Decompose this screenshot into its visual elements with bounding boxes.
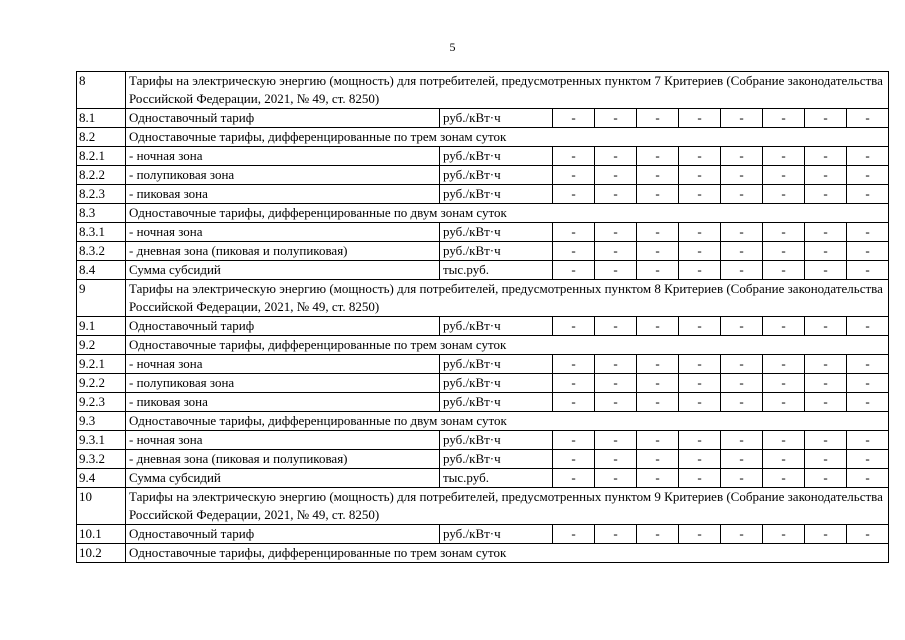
value-cell: - [721,109,763,128]
table-row [77,242,889,261]
row-number: 8 [77,72,126,109]
section-title: Тарифы на электрическую энергию (мощность) для потребителей, предусмотренных пунктом 9 Критериев (Собрание законодательства Российской Федерации, 2021, № 49, ст. 8250) [126,488,889,525]
value-cell: - [721,166,763,185]
value-cell: - [721,450,763,469]
value-cell: - [763,166,805,185]
row-number: 9 [77,280,126,317]
subsection-row [77,336,889,355]
unit-cell: тыс.руб. [440,261,553,280]
value-cell: - [721,147,763,166]
value-cell: - [553,355,595,374]
unit-cell: тыс.руб. [440,469,553,488]
value-cell: - [847,109,889,128]
value-cell: - [721,525,763,544]
page-number: 5 [449,40,456,54]
row-label: - ночная зона [126,147,440,166]
value-cell: - [679,223,721,242]
value-cell: - [637,317,679,336]
value-cell: - [763,525,805,544]
row-number: 9.4 [77,469,126,488]
value-cell: - [553,317,595,336]
value-cell: - [721,431,763,450]
value-cell: - [679,166,721,185]
value-cell: - [763,374,805,393]
subsection-title: Одноставочные тарифы, дифференцированные по двум зонам суток [126,204,889,223]
unit-cell: руб./кВт·ч [440,450,553,469]
table-row [77,431,889,450]
value-cell: - [553,185,595,204]
row-number: 8.2.2 [77,166,126,185]
table-row [77,393,889,412]
value-cell: - [679,147,721,166]
value-cell: - [763,242,805,261]
value-cell: - [805,223,847,242]
row-number: 9.3.2 [77,450,126,469]
value-cell: - [679,469,721,488]
table-row [77,109,889,128]
value-cell: - [595,374,637,393]
value-cell: - [553,109,595,128]
row-label: - полупиковая зона [126,166,440,185]
value-cell: - [805,469,847,488]
value-cell: - [805,166,847,185]
row-number: 8.1 [77,109,126,128]
value-cell: - [637,450,679,469]
value-cell: - [805,261,847,280]
unit-cell: руб./кВт·ч [440,109,553,128]
value-cell: - [847,147,889,166]
value-cell: - [553,431,595,450]
unit-cell: руб./кВт·ч [440,431,553,450]
row-label: - пиковая зона [126,185,440,204]
table-row [77,166,889,185]
value-cell: - [553,374,595,393]
value-cell: - [679,242,721,261]
value-cell: - [637,525,679,544]
value-cell: - [805,242,847,261]
unit-cell: руб./кВт·ч [440,166,553,185]
value-cell: - [595,185,637,204]
value-cell: - [763,450,805,469]
unit-cell: руб./кВт·ч [440,374,553,393]
value-cell: - [679,185,721,204]
value-cell: - [637,355,679,374]
row-label: Одноставочный тариф [126,317,440,336]
value-cell: - [553,393,595,412]
row-number: 8.2.3 [77,185,126,204]
row-label: - дневная зона (пиковая и полупиковая) [126,242,440,261]
value-cell: - [637,242,679,261]
value-cell: - [595,109,637,128]
table-row [77,374,889,393]
value-cell: - [595,393,637,412]
value-cell: - [595,242,637,261]
table-row [77,261,889,280]
value-cell: - [721,223,763,242]
value-cell: - [721,242,763,261]
section-row [77,488,889,525]
subsection-title: Одноставочные тарифы, дифференцированные по трем зонам суток [126,544,889,563]
value-cell: - [637,185,679,204]
value-cell: - [553,525,595,544]
table-row [77,450,889,469]
value-cell: - [763,223,805,242]
value-cell: - [595,261,637,280]
row-number: 9.3.1 [77,431,126,450]
value-cell: - [595,525,637,544]
row-label: - пиковая зона [126,393,440,412]
row-label: Сумма субсидий [126,261,440,280]
table-row [77,355,889,374]
row-label: Сумма субсидий [126,469,440,488]
value-cell: - [595,166,637,185]
value-cell: - [553,166,595,185]
value-cell: - [847,185,889,204]
row-number: 9.2.1 [77,355,126,374]
value-cell: - [805,374,847,393]
unit-cell: руб./кВт·ч [440,317,553,336]
subsection-title: Одноставочные тарифы, дифференцированные по двум зонам суток [126,412,889,431]
value-cell: - [847,242,889,261]
row-label: Одноставочный тариф [126,109,440,128]
value-cell: - [805,317,847,336]
subsection-title: Одноставочные тарифы, дифференцированные по трем зонам суток [126,128,889,147]
section-row [77,72,889,109]
unit-cell: руб./кВт·ч [440,242,553,261]
unit-cell: руб./кВт·ч [440,393,553,412]
row-number: 8.3.1 [77,223,126,242]
value-cell: - [763,469,805,488]
value-cell: - [847,166,889,185]
value-cell: - [805,185,847,204]
subsection-row [77,128,889,147]
value-cell: - [595,317,637,336]
value-cell: - [721,355,763,374]
value-cell: - [595,147,637,166]
value-cell: - [721,317,763,336]
value-cell: - [595,355,637,374]
value-cell: - [847,261,889,280]
section-title: Тарифы на электрическую энергию (мощность) для потребителей, предусмотренных пунктом 7 Критериев (Собрание законодательства Российской Федерации, 2021, № 49, ст. 8250) [126,72,889,109]
value-cell: - [763,393,805,412]
value-cell: - [721,185,763,204]
row-number: 9.3 [77,412,126,431]
value-cell: - [553,223,595,242]
value-cell: - [721,261,763,280]
value-cell: - [637,469,679,488]
row-number: 8.2 [77,128,126,147]
row-label: - ночная зона [126,355,440,374]
value-cell: - [847,525,889,544]
value-cell: - [637,166,679,185]
subsection-title: Одноставочные тарифы, дифференцированные по трем зонам суток [126,336,889,355]
value-cell: - [847,393,889,412]
section-row [77,280,889,317]
value-cell: - [637,109,679,128]
value-cell: - [679,261,721,280]
subsection-row [77,204,889,223]
value-cell: - [637,147,679,166]
value-cell: - [805,109,847,128]
value-cell: - [763,355,805,374]
table-row [77,469,889,488]
row-label: - дневная зона (пиковая и полупиковая) [126,450,440,469]
row-label: Одноставочный тариф [126,525,440,544]
value-cell: - [637,223,679,242]
value-cell: - [805,147,847,166]
value-cell: - [637,431,679,450]
value-cell: - [637,261,679,280]
value-cell: - [763,261,805,280]
value-cell: - [847,374,889,393]
value-cell: - [847,223,889,242]
value-cell: - [679,374,721,393]
value-cell: - [721,374,763,393]
row-label: - ночная зона [126,223,440,242]
value-cell: - [763,109,805,128]
value-cell: - [805,450,847,469]
value-cell: - [763,317,805,336]
subsection-row [77,544,889,563]
value-cell: - [595,450,637,469]
unit-cell: руб./кВт·ч [440,147,553,166]
value-cell: - [595,431,637,450]
value-cell: - [805,431,847,450]
unit-cell: руб./кВт·ч [440,223,553,242]
row-number: 9.2.2 [77,374,126,393]
value-cell: - [847,450,889,469]
value-cell: - [847,317,889,336]
value-cell: - [847,431,889,450]
value-cell: - [721,393,763,412]
value-cell: - [637,374,679,393]
section-title: Тарифы на электрическую энергию (мощность) для потребителей, предусмотренных пунктом 8 Критериев (Собрание законодательства Российской Федерации, 2021, № 49, ст. 8250) [126,280,889,317]
value-cell: - [721,469,763,488]
value-cell: - [553,261,595,280]
value-cell: - [679,393,721,412]
value-cell: - [595,469,637,488]
value-cell: - [637,393,679,412]
unit-cell: руб./кВт·ч [440,355,553,374]
row-number: 8.3.2 [77,242,126,261]
value-cell: - [679,525,721,544]
value-cell: - [679,109,721,128]
row-number: 8.2.1 [77,147,126,166]
row-number: 8.4 [77,261,126,280]
value-cell: - [679,431,721,450]
row-number: 10.1 [77,525,126,544]
value-cell: - [679,317,721,336]
row-number: 10.2 [77,544,126,563]
row-label: - ночная зона [126,431,440,450]
row-number: 10 [77,488,126,525]
row-number: 9.1 [77,317,126,336]
unit-cell: руб./кВт·ч [440,185,553,204]
tariff-table [76,71,889,563]
row-number: 9.2 [77,336,126,355]
value-cell: - [847,469,889,488]
value-cell: - [595,223,637,242]
value-cell: - [553,242,595,261]
value-cell: - [763,431,805,450]
row-number: 8.3 [77,204,126,223]
table-row [77,317,889,336]
value-cell: - [763,185,805,204]
value-cell: - [679,450,721,469]
table-row [77,223,889,242]
subsection-row [77,412,889,431]
table-row [77,147,889,166]
unit-cell: руб./кВт·ч [440,525,553,544]
value-cell: - [553,147,595,166]
value-cell: - [847,355,889,374]
value-cell: - [553,450,595,469]
value-cell: - [679,355,721,374]
row-number: 9.2.3 [77,393,126,412]
value-cell: - [805,525,847,544]
table-row [77,185,889,204]
value-cell: - [763,147,805,166]
value-cell: - [805,355,847,374]
value-cell: - [553,469,595,488]
row-label: - полупиковая зона [126,374,440,393]
table-row [77,525,889,544]
value-cell: - [805,393,847,412]
